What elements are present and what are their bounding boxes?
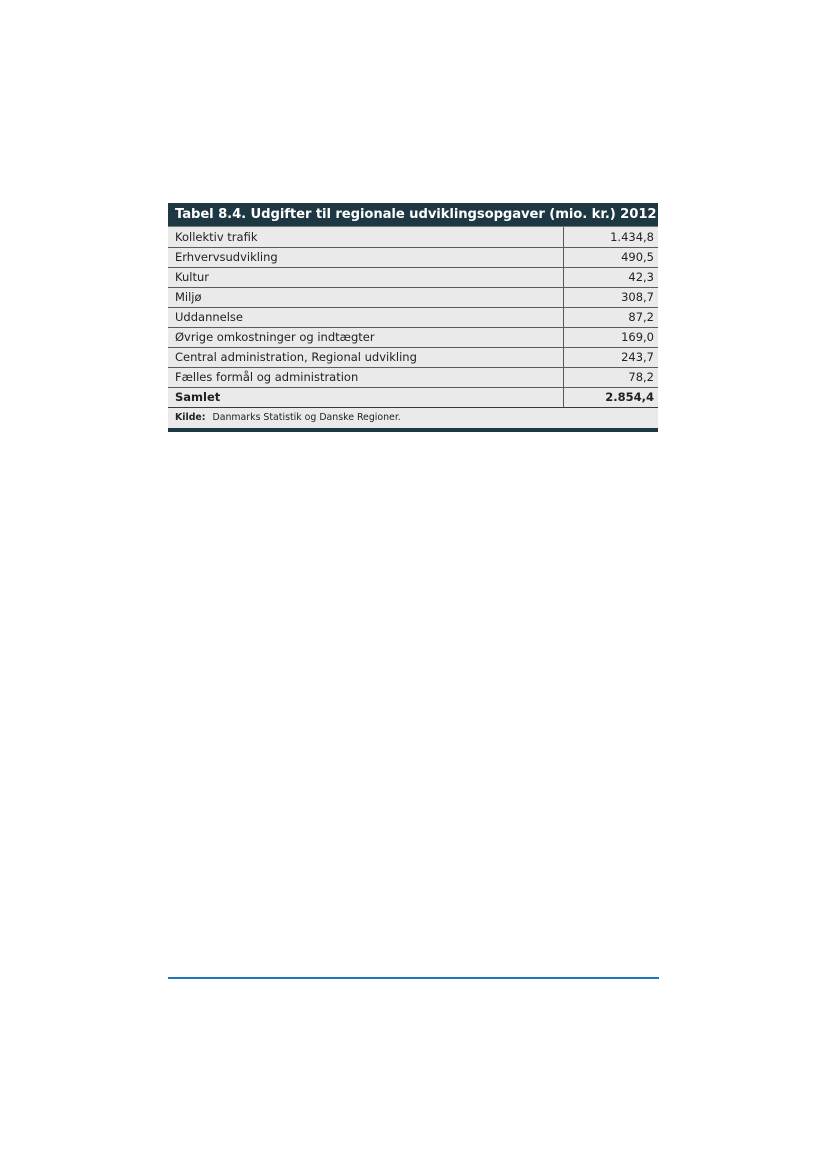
row-value: 87,2: [563, 307, 658, 327]
row-value: 42,3: [563, 267, 658, 287]
row-label: Kollektiv trafik: [168, 227, 563, 247]
source-text: Danmarks Statistik og Danske Regioner.: [212, 411, 401, 423]
row-value: 1.434,8: [563, 227, 658, 247]
row-value: 243,7: [563, 347, 658, 367]
table-row: [168, 327, 658, 347]
table-body: [168, 227, 658, 408]
total-row: [168, 387, 658, 407]
table-row: [168, 247, 658, 267]
row-label: Central administration, Regional udvikling: [168, 347, 563, 367]
expenditure-table: [168, 203, 726, 432]
row-label: Erhvervsudvikling: [168, 247, 563, 267]
table-row: [168, 267, 658, 287]
total-label: Samlet: [168, 387, 563, 407]
table-bottom-bar: [168, 428, 658, 432]
row-label: Kultur: [168, 267, 563, 287]
table-row: [168, 367, 658, 387]
table-row: [168, 287, 658, 307]
row-value: 308,7: [563, 287, 658, 307]
table-row: [168, 307, 658, 327]
row-label: Uddannelse: [168, 307, 563, 327]
row-value: 78,2: [563, 367, 658, 387]
total-value: 2.854,4: [563, 387, 658, 407]
table-source: [168, 408, 658, 428]
footer-divider: [168, 977, 659, 979]
row-label: Øvrige omkostninger og indtægter: [168, 327, 563, 347]
table-row: [168, 227, 658, 247]
row-label: Miljø: [168, 287, 563, 307]
row-value: 169,0: [563, 327, 658, 347]
table-row: [168, 347, 658, 367]
table-title: Tabel 8.4. Udgifter til regionale udviklingsopgaver (mio. kr.) 2012 (budget): [168, 203, 658, 227]
source-label: Kilde:: [175, 411, 206, 423]
row-label: Fælles formål og administration: [168, 367, 563, 387]
row-value: 490,5: [563, 247, 658, 267]
